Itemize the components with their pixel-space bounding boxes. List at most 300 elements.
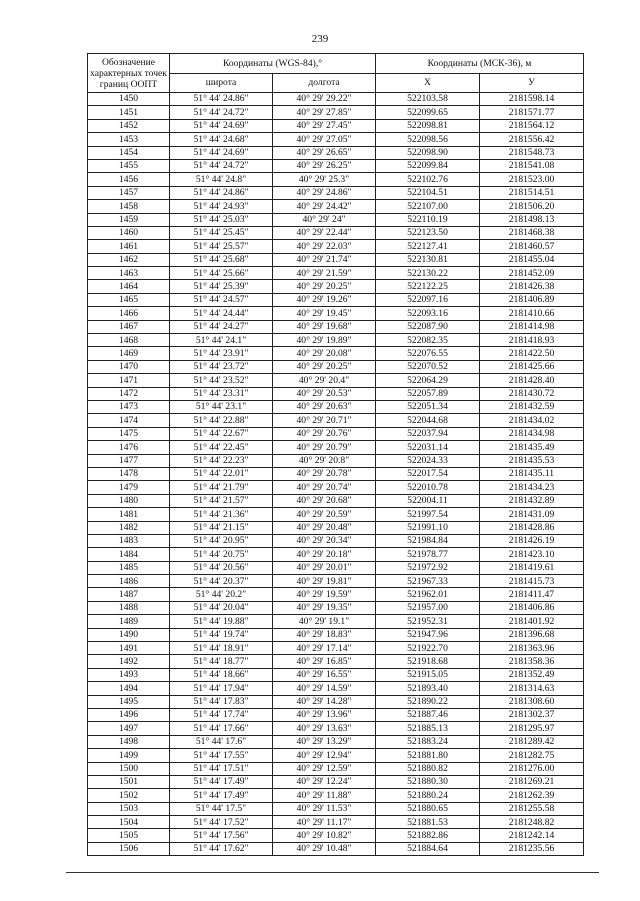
latitude-cell: 51° 44' 20.2"	[170, 588, 273, 601]
point-id-cell: 1469	[88, 347, 170, 360]
x-cell: 521952.31	[376, 615, 480, 628]
longitude-cell: 40° 29' 11.53"	[273, 802, 376, 815]
longitude-cell: 40° 29' 17.14"	[273, 642, 376, 655]
latitude-cell: 51° 44' 22.23"	[170, 454, 273, 467]
table-row	[88, 173, 584, 186]
y-cell: 2181556.42	[480, 133, 584, 146]
x-cell: 522037.94	[376, 427, 480, 440]
table-row	[88, 93, 584, 106]
longitude-cell: 40° 29' 24.86"	[273, 186, 376, 199]
longitude-cell: 40° 29' 19.59"	[273, 588, 376, 601]
point-id-cell: 1458	[88, 200, 170, 213]
point-id-cell: 1475	[88, 427, 170, 440]
point-id-cell: 1497	[88, 722, 170, 735]
x-cell: 522010.78	[376, 481, 480, 494]
y-cell: 2181452.09	[480, 267, 584, 280]
y-cell: 2181523.00	[480, 173, 584, 186]
point-id-cell: 1467	[88, 320, 170, 333]
latitude-cell: 51° 44' 23.72"	[170, 360, 273, 373]
latitude-cell: 51° 44' 24.57"	[170, 293, 273, 306]
y-cell: 2181435.53	[480, 454, 584, 467]
x-cell: 521887.46	[376, 708, 480, 721]
point-id-cell: 1493	[88, 668, 170, 681]
latitude-cell: 51° 44' 22.01"	[170, 467, 273, 480]
longitude-cell: 40° 29' 20.74"	[273, 481, 376, 494]
x-cell: 521881.53	[376, 816, 480, 829]
x-cell: 522103.58	[376, 93, 480, 106]
point-id-cell: 1460	[88, 226, 170, 239]
table-row	[88, 467, 584, 480]
longitude-cell: 40° 29' 19.1"	[273, 615, 376, 628]
y-cell: 2181514.51	[480, 186, 584, 199]
latitude-cell: 51° 44' 17.83"	[170, 695, 273, 708]
table-row	[88, 842, 584, 855]
y-cell: 2181406.89	[480, 293, 584, 306]
longitude-cell: 40° 29' 18.83"	[273, 628, 376, 641]
table-row	[88, 240, 584, 253]
latitude-cell: 51° 44' 21.79"	[170, 481, 273, 494]
x-cell: 521978.77	[376, 548, 480, 561]
point-id-cell: 1457	[88, 186, 170, 199]
longitude-cell: 40° 29' 20.25"	[273, 360, 376, 373]
x-cell: 521918.68	[376, 655, 480, 668]
y-cell: 2181571.77	[480, 106, 584, 119]
longitude-cell: 40° 29' 20.79"	[273, 441, 376, 454]
y-cell: 2181564.12	[480, 119, 584, 132]
table-row	[88, 293, 584, 306]
table-row	[88, 387, 584, 400]
latitude-cell: 51° 44' 17.5"	[170, 802, 273, 815]
latitude-cell: 51° 44' 17.6"	[170, 735, 273, 748]
page-number: 239	[311, 33, 329, 45]
longitude-cell: 40° 29' 12.24"	[273, 775, 376, 788]
latitude-cell: 51° 44' 22.45"	[170, 441, 273, 454]
y-cell: 2181435.49	[480, 441, 584, 454]
x-cell: 522024.33	[376, 454, 480, 467]
y-cell: 2181262.39	[480, 789, 584, 802]
point-id-cell: 1455	[88, 159, 170, 172]
y-cell: 2181430.72	[480, 387, 584, 400]
x-cell: 521984.84	[376, 534, 480, 547]
table-body	[88, 93, 584, 856]
longitude-cell: 40° 29' 19.89"	[273, 334, 376, 347]
header-latitude: широта	[170, 73, 273, 93]
y-cell: 2181506.20	[480, 200, 584, 213]
table-row	[88, 628, 584, 641]
latitude-cell: 51° 44' 17.56"	[170, 829, 273, 842]
table-row	[88, 253, 584, 266]
y-cell: 2181598.14	[480, 93, 584, 106]
y-cell: 2181410.66	[480, 307, 584, 320]
x-cell: 522122.25	[376, 280, 480, 293]
x-cell: 521881.80	[376, 749, 480, 762]
table-row	[88, 534, 584, 547]
latitude-cell: 51° 44' 17.49"	[170, 789, 273, 802]
y-cell: 2181314.63	[480, 682, 584, 695]
latitude-cell: 51° 44' 17.51"	[170, 762, 273, 775]
y-cell: 2181428.86	[480, 521, 584, 534]
point-id-cell: 1480	[88, 494, 170, 507]
y-cell: 2181295.97	[480, 722, 584, 735]
point-id-cell: 1482	[88, 521, 170, 534]
header-longitude: долгота	[273, 73, 376, 93]
x-cell: 521883.24	[376, 735, 480, 748]
latitude-cell: 51° 44' 19.88"	[170, 615, 273, 628]
y-cell: 2181432.59	[480, 400, 584, 413]
y-cell: 2181428.40	[480, 374, 584, 387]
longitude-cell: 40° 29' 26.25"	[273, 159, 376, 172]
latitude-cell: 51° 44' 24.93"	[170, 200, 273, 213]
latitude-cell: 51° 44' 20.75"	[170, 548, 273, 561]
table-row	[88, 588, 584, 601]
y-cell: 2181498.13	[480, 213, 584, 226]
table-row	[88, 548, 584, 561]
y-cell: 2181423.10	[480, 548, 584, 561]
table-row	[88, 400, 584, 413]
table-row	[88, 642, 584, 655]
latitude-cell: 51° 44' 20.37"	[170, 575, 273, 588]
point-id-cell: 1463	[88, 267, 170, 280]
latitude-cell: 51° 44' 17.52"	[170, 816, 273, 829]
longitude-cell: 40° 29' 10.48"	[273, 842, 376, 855]
x-cell: 521890.22	[376, 695, 480, 708]
table-row	[88, 267, 584, 280]
latitude-cell: 51° 44' 20.95"	[170, 534, 273, 547]
y-cell: 2181248.82	[480, 816, 584, 829]
table-row	[88, 280, 584, 293]
header-msk36-group: Координаты (МСК-36), м	[376, 54, 584, 74]
y-cell: 2181468.38	[480, 226, 584, 239]
x-cell: 522082.35	[376, 334, 480, 347]
y-cell: 2181363.96	[480, 642, 584, 655]
y-cell: 2181289.42	[480, 735, 584, 748]
x-cell: 522031.14	[376, 441, 480, 454]
longitude-cell: 40° 29' 20.34"	[273, 534, 376, 547]
point-id-cell: 1461	[88, 240, 170, 253]
table-row	[88, 521, 584, 534]
x-cell: 522051.34	[376, 400, 480, 413]
point-id-cell: 1490	[88, 628, 170, 641]
longitude-cell: 40° 29' 13.96"	[273, 708, 376, 721]
point-id-cell: 1498	[88, 735, 170, 748]
point-id-cell: 1472	[88, 387, 170, 400]
x-cell: 522099.65	[376, 106, 480, 119]
x-cell: 521882.86	[376, 829, 480, 842]
latitude-cell: 51° 44' 23.1"	[170, 400, 273, 413]
latitude-cell: 51° 44' 21.15"	[170, 521, 273, 534]
point-id-cell: 1485	[88, 561, 170, 574]
point-id-cell: 1477	[88, 454, 170, 467]
y-cell: 2181269.21	[480, 775, 584, 788]
header-x: X	[376, 73, 480, 93]
latitude-cell: 51° 44' 25.39"	[170, 280, 273, 293]
point-id-cell: 1501	[88, 775, 170, 788]
y-cell: 2181434.02	[480, 414, 584, 427]
x-cell: 522087.90	[376, 320, 480, 333]
table-row	[88, 186, 584, 199]
x-cell: 522064.29	[376, 374, 480, 387]
table-row	[88, 601, 584, 614]
y-cell: 2181358.36	[480, 655, 584, 668]
longitude-cell: 40° 29' 20.08"	[273, 347, 376, 360]
y-cell: 2181255.58	[480, 802, 584, 815]
point-id-cell: 1500	[88, 762, 170, 775]
point-id-cell: 1481	[88, 508, 170, 521]
latitude-cell: 51° 44' 17.94"	[170, 682, 273, 695]
y-cell: 2181302.37	[480, 708, 584, 721]
x-cell: 522097.16	[376, 293, 480, 306]
x-cell: 522102.76	[376, 173, 480, 186]
table-row	[88, 481, 584, 494]
point-id-cell: 1487	[88, 588, 170, 601]
point-id-cell: 1473	[88, 400, 170, 413]
longitude-cell: 40° 29' 19.26"	[273, 293, 376, 306]
longitude-cell: 40° 29' 16.85"	[273, 655, 376, 668]
point-id-cell: 1504	[88, 816, 170, 829]
y-cell: 2181282.75	[480, 749, 584, 762]
y-cell: 2181541.08	[480, 159, 584, 172]
point-id-cell: 1506	[88, 842, 170, 855]
x-cell: 521880.82	[376, 762, 480, 775]
y-cell: 2181401.92	[480, 615, 584, 628]
latitude-cell: 51° 44' 18.66"	[170, 668, 273, 681]
latitude-cell: 51° 44' 17.74"	[170, 708, 273, 721]
table-row	[88, 708, 584, 721]
latitude-cell: 51° 44' 17.55"	[170, 749, 273, 762]
latitude-cell: 51° 44' 23.91"	[170, 347, 273, 360]
point-id-cell: 1450	[88, 93, 170, 106]
y-cell: 2181276.00	[480, 762, 584, 775]
latitude-cell: 51° 44' 17.49"	[170, 775, 273, 788]
latitude-cell: 51° 44' 24.69"	[170, 119, 273, 132]
table-row	[88, 307, 584, 320]
table-row	[88, 561, 584, 574]
y-cell: 2181435.11	[480, 467, 584, 480]
table-row	[88, 159, 584, 172]
x-cell: 521893.40	[376, 682, 480, 695]
longitude-cell: 40° 29' 27.45"	[273, 119, 376, 132]
latitude-cell: 51° 44' 22.67"	[170, 427, 273, 440]
longitude-cell: 40° 29' 21.59"	[273, 267, 376, 280]
y-cell: 2181422.50	[480, 347, 584, 360]
longitude-cell: 40° 29' 19.81"	[273, 575, 376, 588]
x-cell: 521957.00	[376, 601, 480, 614]
x-cell: 521880.30	[376, 775, 480, 788]
x-cell: 522110.19	[376, 213, 480, 226]
table-row	[88, 682, 584, 695]
longitude-cell: 40° 29' 24"	[273, 213, 376, 226]
x-cell: 522044.68	[376, 414, 480, 427]
longitude-cell: 40° 29' 26.65"	[273, 146, 376, 159]
longitude-cell: 40° 29' 20.63"	[273, 400, 376, 413]
table-row	[88, 427, 584, 440]
longitude-cell: 40° 29' 20.01"	[273, 561, 376, 574]
point-id-cell: 1468	[88, 334, 170, 347]
x-cell: 522070.52	[376, 360, 480, 373]
table-row	[88, 695, 584, 708]
x-cell: 521967.33	[376, 575, 480, 588]
table-row	[88, 762, 584, 775]
longitude-cell: 40° 29' 27.05"	[273, 133, 376, 146]
longitude-cell: 40° 29' 24.42"	[273, 200, 376, 213]
latitude-cell: 51° 44' 24.72"	[170, 159, 273, 172]
table-row	[88, 347, 584, 360]
point-id-cell: 1454	[88, 146, 170, 159]
latitude-cell: 51° 44' 24.68"	[170, 133, 273, 146]
x-cell: 521972.92	[376, 561, 480, 574]
latitude-cell: 51° 44' 24.72"	[170, 106, 273, 119]
x-cell: 522104.51	[376, 186, 480, 199]
x-cell: 521947.96	[376, 628, 480, 641]
longitude-cell: 40° 29' 20.78"	[273, 467, 376, 480]
latitude-cell: 51° 44' 23.31"	[170, 387, 273, 400]
longitude-cell: 40° 29' 19.68"	[273, 320, 376, 333]
x-cell: 522099.84	[376, 159, 480, 172]
point-id-cell: 1451	[88, 106, 170, 119]
longitude-cell: 40° 29' 11.88"	[273, 789, 376, 802]
longitude-cell: 40° 29' 20.48"	[273, 521, 376, 534]
point-id-cell: 1474	[88, 414, 170, 427]
latitude-cell: 51° 44' 24.27"	[170, 320, 273, 333]
x-cell: 521962.01	[376, 588, 480, 601]
x-cell: 521915.05	[376, 668, 480, 681]
table-row	[88, 722, 584, 735]
latitude-cell: 51° 44' 24.8"	[170, 173, 273, 186]
header-row-1	[88, 54, 584, 74]
point-id-cell: 1462	[88, 253, 170, 266]
longitude-cell: 40° 29' 20.25"	[273, 280, 376, 293]
y-cell: 2181460.57	[480, 240, 584, 253]
point-id-cell: 1471	[88, 374, 170, 387]
table-row	[88, 360, 584, 373]
y-cell: 2181434.23	[480, 481, 584, 494]
header-wgs84-group: Координаты (WGS-84),°	[170, 54, 376, 74]
x-cell: 522076.55	[376, 347, 480, 360]
table-row	[88, 441, 584, 454]
table-row	[88, 320, 584, 333]
x-cell: 522098.81	[376, 119, 480, 132]
point-id-cell: 1466	[88, 307, 170, 320]
table-row	[88, 200, 584, 213]
header-designation: Обозначение характерных точек границ ООПТ	[88, 54, 170, 93]
point-id-cell: 1478	[88, 467, 170, 480]
table-row	[88, 789, 584, 802]
table-row	[88, 816, 584, 829]
latitude-cell: 51° 44' 25.45"	[170, 226, 273, 239]
y-cell: 2181426.38	[480, 280, 584, 293]
longitude-cell: 40° 29' 20.18"	[273, 548, 376, 561]
x-cell: 522098.90	[376, 146, 480, 159]
longitude-cell: 40° 29' 13.63"	[273, 722, 376, 735]
table-row	[88, 133, 584, 146]
latitude-cell: 51° 44' 20.04"	[170, 601, 273, 614]
longitude-cell: 40° 29' 12.94"	[273, 749, 376, 762]
table-row	[88, 735, 584, 748]
latitude-cell: 51° 44' 25.68"	[170, 253, 273, 266]
point-id-cell: 1494	[88, 682, 170, 695]
table-row	[88, 829, 584, 842]
x-cell: 521880.65	[376, 802, 480, 815]
x-cell: 521922.70	[376, 642, 480, 655]
y-cell: 2181411.47	[480, 588, 584, 601]
latitude-cell: 51° 44' 21.57"	[170, 494, 273, 507]
point-id-cell: 1503	[88, 802, 170, 815]
x-cell: 522093.16	[376, 307, 480, 320]
latitude-cell: 51° 44' 19.74"	[170, 628, 273, 641]
latitude-cell: 51° 44' 17.66"	[170, 722, 273, 735]
y-cell: 2181431.09	[480, 508, 584, 521]
y-cell: 2181426.19	[480, 534, 584, 547]
longitude-cell: 40° 29' 25.3"	[273, 173, 376, 186]
table-row	[88, 668, 584, 681]
point-id-cell: 1505	[88, 829, 170, 842]
table-row	[88, 575, 584, 588]
y-cell: 2181419.61	[480, 561, 584, 574]
y-cell: 2181418.93	[480, 334, 584, 347]
y-cell: 2181235.56	[480, 842, 584, 855]
longitude-cell: 40° 29' 16.55"	[273, 668, 376, 681]
longitude-cell: 40° 29' 29.22"	[273, 93, 376, 106]
table-row	[88, 119, 584, 132]
x-cell: 522130.81	[376, 253, 480, 266]
longitude-cell: 40° 29' 13.29"	[273, 735, 376, 748]
latitude-cell: 51° 44' 17.62"	[170, 842, 273, 855]
longitude-cell: 40° 29' 12.59"	[273, 762, 376, 775]
x-cell: 522057.89	[376, 387, 480, 400]
table-row	[88, 106, 584, 119]
y-cell: 2181352.49	[480, 668, 584, 681]
point-id-cell: 1488	[88, 601, 170, 614]
header-y: У	[480, 73, 584, 93]
latitude-cell: 51° 44' 24.1"	[170, 334, 273, 347]
longitude-cell: 40° 29' 20.53"	[273, 387, 376, 400]
point-id-cell: 1495	[88, 695, 170, 708]
point-id-cell: 1496	[88, 708, 170, 721]
table-row	[88, 508, 584, 521]
longitude-cell: 40° 29' 10.82"	[273, 829, 376, 842]
x-cell: 521884.64	[376, 842, 480, 855]
y-cell: 2181414.98	[480, 320, 584, 333]
point-id-cell: 1486	[88, 575, 170, 588]
y-cell: 2181242.14	[480, 829, 584, 842]
latitude-cell: 51° 44' 24.86"	[170, 93, 273, 106]
y-cell: 2181455.04	[480, 253, 584, 266]
point-id-cell: 1499	[88, 749, 170, 762]
point-id-cell: 1484	[88, 548, 170, 561]
table-row	[88, 334, 584, 347]
latitude-cell: 51° 44' 24.86"	[170, 186, 273, 199]
table-row	[88, 494, 584, 507]
longitude-cell: 40° 29' 27.85"	[273, 106, 376, 119]
longitude-cell: 40° 29' 22.03"	[273, 240, 376, 253]
point-id-cell: 1464	[88, 280, 170, 293]
x-cell: 522107.00	[376, 200, 480, 213]
longitude-cell: 40° 29' 20.76"	[273, 427, 376, 440]
longitude-cell: 40° 29' 21.74"	[273, 253, 376, 266]
y-cell: 2181308.60	[480, 695, 584, 708]
latitude-cell: 51° 44' 25.03"	[170, 213, 273, 226]
latitude-cell: 51° 44' 22.88"	[170, 414, 273, 427]
table-row	[88, 775, 584, 788]
latitude-cell: 51° 44' 20.56"	[170, 561, 273, 574]
latitude-cell: 51° 44' 23.52"	[170, 374, 273, 387]
longitude-cell: 40° 29' 20.68"	[273, 494, 376, 507]
point-id-cell: 1491	[88, 642, 170, 655]
point-id-cell: 1483	[88, 534, 170, 547]
longitude-cell: 40° 29' 14.28"	[273, 695, 376, 708]
x-cell: 522123.50	[376, 226, 480, 239]
point-id-cell: 1453	[88, 133, 170, 146]
